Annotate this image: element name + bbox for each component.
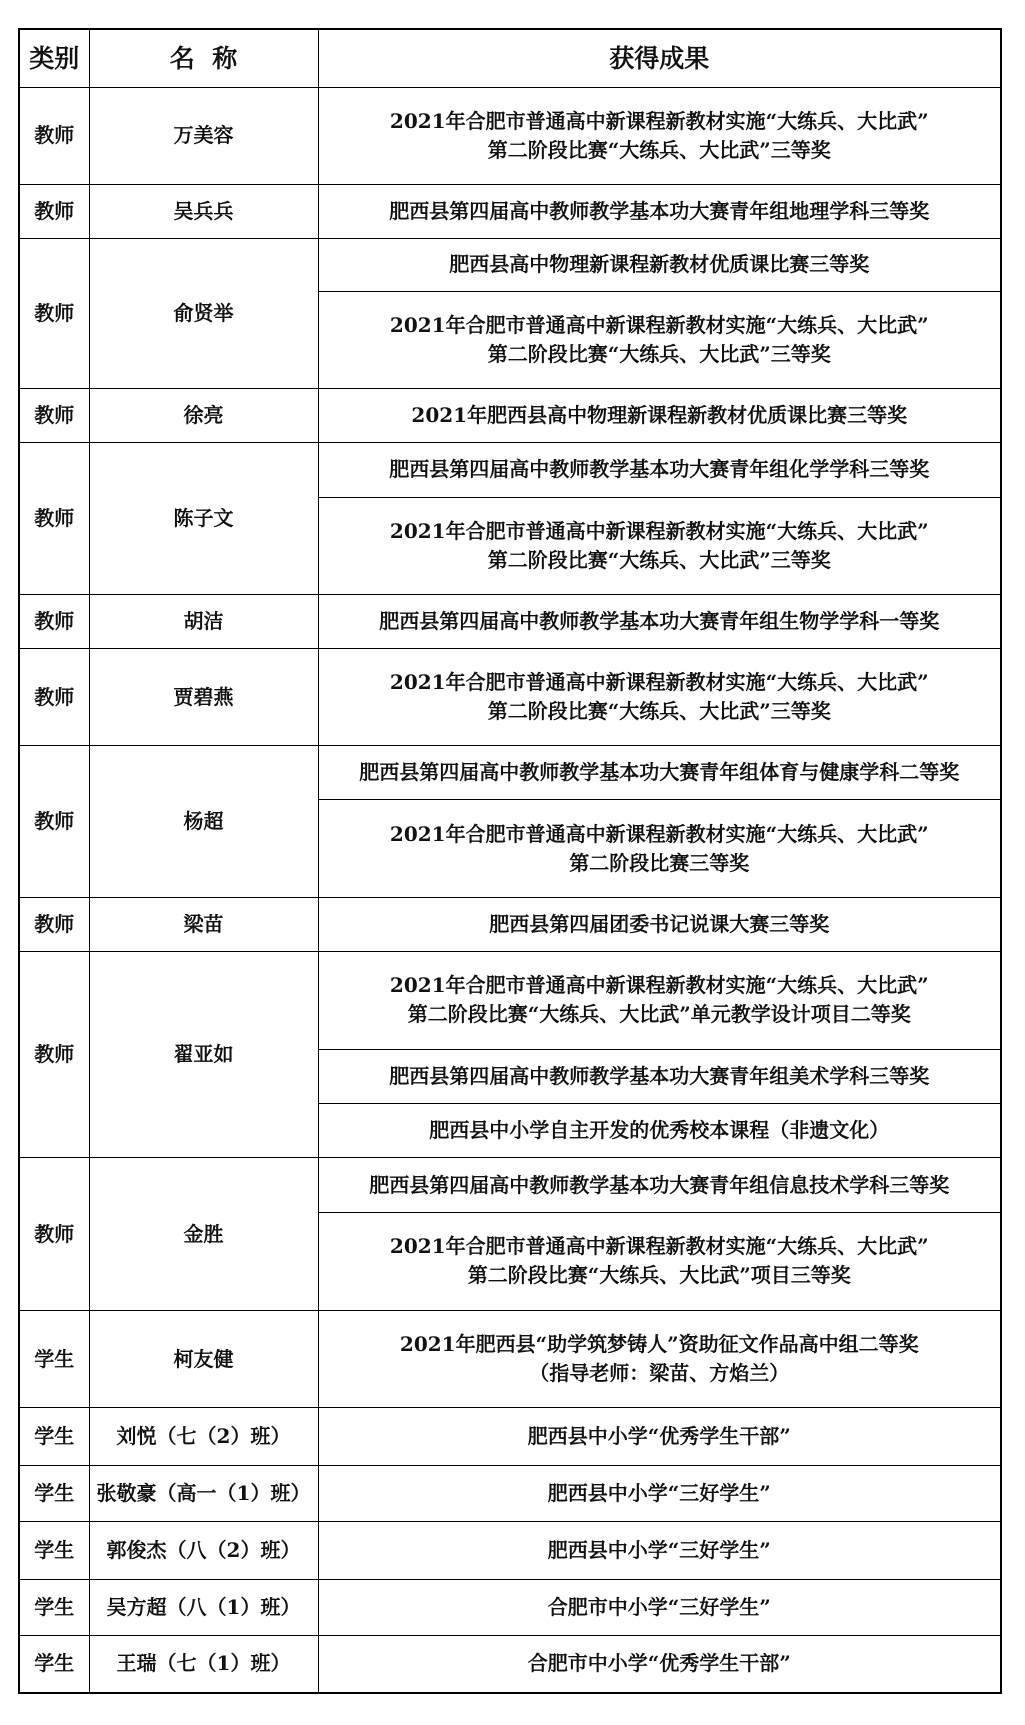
- category-cell: 教师: [19, 87, 89, 184]
- header-row: [19, 29, 1001, 87]
- result-cell: [318, 897, 1001, 951]
- result-cell: [318, 238, 1001, 291]
- result-line: 肥西县第四届高中教师教学基本功大赛青年组信息技术学科三等奖: [369, 1172, 950, 1197]
- table-row: [19, 389, 1001, 443]
- result-line: 肥西县第四届高中教师教学基本功大赛青年组生物学学科一等奖: [379, 608, 940, 633]
- table-row: [19, 87, 1001, 184]
- category-cell: 教师: [19, 746, 89, 897]
- result-line: 2021年合肥市普通高中新课程新教材实施“大练兵、大比武”: [389, 821, 929, 846]
- name-cell: 杨超: [89, 746, 318, 897]
- result-cell: [318, 497, 1001, 594]
- category-cell: 教师: [19, 238, 89, 388]
- result-line: 合肥市中小学“三好学生”: [547, 1594, 771, 1619]
- name-cell: 金胜: [89, 1158, 318, 1311]
- category-cell: 学生: [19, 1522, 89, 1579]
- result-cell: [318, 1522, 1001, 1579]
- result-cell: [318, 1311, 1001, 1408]
- result-cell: [318, 648, 1001, 745]
- result-line: 第二阶段比赛“大练兵、大比武”三等奖: [487, 137, 831, 162]
- result-line: 第二阶段比赛“大练兵、大比武”三等奖: [487, 547, 831, 572]
- category-cell: 教师: [19, 594, 89, 648]
- category-cell: 学生: [19, 1579, 89, 1635]
- result-line: 肥西县高中物理新课程新教材优质课比赛三等奖: [449, 252, 870, 277]
- result-line: 肥西县中小学自主开发的优秀校本课程（非遗文化）: [429, 1118, 890, 1143]
- category-cell: 教师: [19, 951, 89, 1158]
- result-line: 第二阶段比赛“大练兵、大比武”项目三等奖: [467, 1263, 851, 1288]
- table-row: [19, 1465, 1001, 1521]
- result-line: 2021年合肥市普通高中新课程新教材实施“大练兵、大比武”: [389, 973, 929, 998]
- result-cell: [318, 1050, 1001, 1104]
- category-cell: 学生: [19, 1465, 89, 1521]
- category-cell: 教师: [19, 184, 89, 238]
- result-line: 2021年合肥市普通高中新课程新教材实施“大练兵、大比武”: [389, 670, 929, 695]
- result-line: 肥西县第四届高中教师教学基本功大赛青年组美术学科三等奖: [389, 1064, 930, 1089]
- name-cell: 梁苗: [89, 897, 318, 951]
- result-line: 第二阶段比赛“大练兵、大比武”单元教学设计项目二等奖: [407, 1002, 911, 1027]
- name-cell: 俞贤举: [89, 238, 318, 388]
- table-row: [19, 648, 1001, 745]
- award-body: [19, 87, 1001, 1693]
- result-line: 2021年合肥市普通高中新课程新教材实施“大练兵、大比武”: [389, 518, 929, 543]
- result-cell: [318, 1408, 1001, 1465]
- category-cell: 教师: [19, 897, 89, 951]
- name-cell: 柯友健: [89, 1311, 318, 1408]
- result-line: 肥西县中小学“优秀学生干部”: [527, 1424, 791, 1448]
- table-row: [19, 594, 1001, 648]
- result-line: 肥西县第四届高中教师教学基本功大赛青年组体育与健康学科二等奖: [359, 760, 960, 785]
- name-cell: 张敬豪（高一（1）班）: [89, 1465, 318, 1521]
- result-line: 2021年合肥市普通高中新课程新教材实施“大练兵、大比武”: [389, 313, 929, 338]
- result-cell: [318, 184, 1001, 238]
- table-row: [19, 443, 1001, 497]
- table-row: [19, 1408, 1001, 1465]
- name-cell: 胡洁: [89, 594, 318, 648]
- result-line: 2021年合肥市普通高中新课程新教材实施“大练兵、大比武”: [389, 1234, 929, 1259]
- result-line: 合肥市中小学“优秀学生干部”: [527, 1651, 791, 1676]
- result-cell: [318, 1579, 1001, 1635]
- category-cell: 教师: [19, 648, 89, 745]
- result-cell: [318, 1158, 1001, 1212]
- table-row: [19, 184, 1001, 238]
- table-row: [19, 238, 1001, 291]
- result-line: （指导老师：梁苗、方焰兰）: [529, 1361, 790, 1386]
- result-cell: [318, 291, 1001, 388]
- name-cell: 郭俊杰（八（2）班）: [89, 1522, 318, 1579]
- result-cell: [318, 594, 1001, 648]
- result-line: 2021年肥西县高中物理新课程新教材优质课比赛三等奖: [411, 403, 908, 428]
- result-line: 肥西县第四届高中教师教学基本功大赛青年组地理学科三等奖: [389, 198, 930, 223]
- result-cell: [318, 800, 1001, 897]
- result-cell: [318, 389, 1001, 443]
- category-cell: 教师: [19, 1158, 89, 1311]
- result-line: 肥西县第四届团委书记说课大赛三等奖: [489, 911, 830, 936]
- result-cell: [318, 87, 1001, 184]
- category-cell: 教师: [19, 389, 89, 443]
- category-cell: 教师: [19, 443, 89, 594]
- name-cell: 翟亚如: [89, 951, 318, 1158]
- name-cell: 吴方超（八（1）班）: [89, 1579, 318, 1635]
- table-row: [19, 1635, 1001, 1693]
- result-line: 肥西县中小学“三好学生”: [547, 1537, 771, 1562]
- result-cell: [318, 1104, 1001, 1158]
- result-line: 第二阶段比赛三等奖: [569, 850, 750, 875]
- result-line: 2021年肥西县“助学筑梦铸人”资助征文作品高中组二等奖: [399, 1332, 919, 1357]
- table-row: [19, 951, 1001, 1049]
- name-cell: 徐亮: [89, 389, 318, 443]
- category-cell: 学生: [19, 1311, 89, 1408]
- result-cell: [318, 1212, 1001, 1310]
- header-name: 名 称: [89, 29, 318, 87]
- result-cell: [318, 1465, 1001, 1521]
- result-cell: [318, 951, 1001, 1049]
- name-cell: 贾碧燕: [89, 648, 318, 745]
- table-row: [19, 897, 1001, 951]
- table-row: [19, 1158, 1001, 1212]
- result-line: 2021年合肥市普通高中新课程新教材实施“大练兵、大比武”: [389, 108, 929, 133]
- table-row: [19, 1522, 1001, 1579]
- award-table: [18, 28, 1002, 1694]
- name-cell: 陈子文: [89, 443, 318, 594]
- name-cell: 万美容: [89, 87, 318, 184]
- result-cell: [318, 443, 1001, 497]
- result-line: 第二阶段比赛“大练兵、大比武”三等奖: [487, 342, 831, 367]
- name-cell: 王瑞（七（1）班）: [89, 1635, 318, 1693]
- result-cell: [318, 1635, 1001, 1693]
- result-line: 第二阶段比赛“大练兵、大比武”三等奖: [487, 699, 831, 724]
- name-cell: 吴兵兵: [89, 184, 318, 238]
- result-line: 肥西县第四届高中教师教学基本功大赛青年组化学学科三等奖: [389, 457, 930, 482]
- result-line: 肥西县中小学“三好学生”: [547, 1480, 771, 1505]
- header-category: 类别: [19, 29, 89, 87]
- category-cell: 学生: [19, 1635, 89, 1693]
- header-result: 获得成果: [318, 29, 1001, 87]
- category-cell: 学生: [19, 1408, 89, 1465]
- result-cell: [318, 746, 1001, 800]
- name-cell: 刘悦（七（2）班）: [89, 1408, 318, 1465]
- table-row: [19, 746, 1001, 800]
- table-row: [19, 1579, 1001, 1635]
- table-row: [19, 1311, 1001, 1408]
